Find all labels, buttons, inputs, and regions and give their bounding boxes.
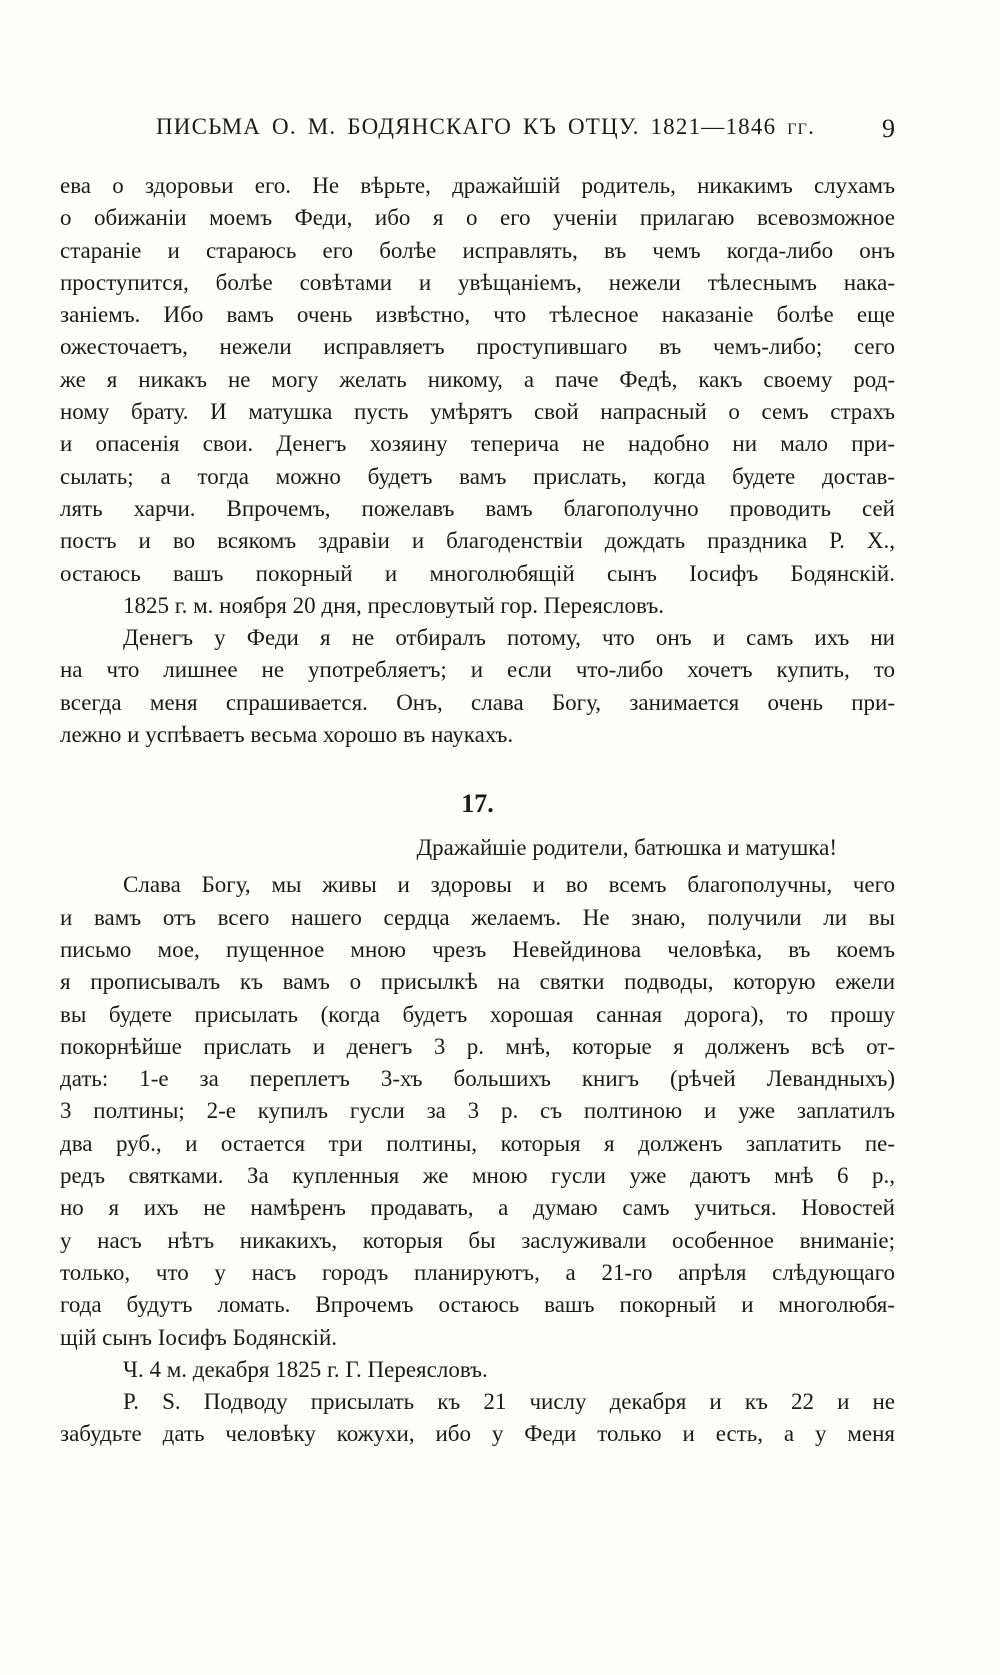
text-line: стараніе и стараюсь его болѣе исправлять, въ чемъ когда-либо онъ	[60, 237, 895, 263]
page-number: 9	[882, 114, 895, 143]
date-line: 1825 г. м. ноября 20 дня, пресловутый гор. Переясловъ.	[123, 592, 664, 618]
text-line: покорнѣйше прислать и денегъ 3 р. мнѣ, которые я долженъ всѣ от-	[60, 1033, 895, 1059]
text-line: дать: 1-е за переплетъ 3-хъ большихъ книгъ (рѣчей Левандныхъ)	[60, 1066, 895, 1092]
text-line: у насъ нѣтъ никакихъ, которыя бы заслуживали особенное вниманіе;	[60, 1227, 895, 1253]
text-line: же я никакъ не могу желать никому, а паче Федѣ, какъ своему род-	[60, 366, 895, 392]
text-line: только, что у насъ городъ планируютъ, а 21-го апрѣля слѣдующаго	[60, 1259, 895, 1285]
text-line: сылать; а тогда можно будетъ вамъ прислать, когда будете достав-	[60, 463, 895, 489]
text-line: года будутъ ломать. Впрочемъ остаюсь вашъ покорный и многолюбя-	[60, 1292, 895, 1318]
text-line: постъ и во всякомъ здравіи и благоденствіи дождать праздника Р. Х.,	[60, 528, 895, 554]
text-line: о обижаніи моемъ Феди, ибо я о его ученіи прилагаю всевозможное	[60, 205, 895, 231]
text-line: щій сынъ Іосифъ Бодянскій.	[60, 1324, 338, 1350]
letter-number: 17.	[461, 789, 494, 819]
text-line: заніемъ. Ибо вамъ очень извѣстно, что тѣлесное наказаніе болѣе еще	[60, 302, 895, 328]
postscript-line: на что лишнее не употребляетъ; и если что-либо хочетъ купить, то	[60, 657, 895, 683]
postscript-line: P. S. Подводу присылать къ 21 числу декабря и къ 22 и не	[123, 1389, 895, 1415]
letter-salutation: Дражайшіе родители, батюшка и матушка!	[416, 835, 837, 861]
text-line: ожесточаетъ, нежели исправляетъ проступившаго въ чемъ-либо; сего	[60, 334, 895, 360]
running-head: ПИСЬМА О. М. БОДЯНСКАГО КЪ ОТЦУ. 1821—1846 гг.	[156, 114, 816, 139]
page-header	[60, 114, 895, 150]
postscript-line: Денегъ у Феди я не отбиралъ потому, что онъ и самъ ихъ ни	[123, 625, 895, 651]
text-line: проступится, болѣе совѣтами и увѣщаніемъ, нежели тѣлеснымъ нака-	[60, 269, 895, 295]
text-line: я прописывалъ къ вамъ о присылкѣ на святки подводы, которую ежели	[60, 969, 895, 995]
postscript-line: забудьте дать человѣку кожухи, ибо у Феди только и есть, а у меня	[60, 1421, 895, 1447]
text-line: письмо мое, пущенное мною чрезъ Невейдинова человѣка, въ коемъ	[60, 936, 895, 962]
text-line: ному брату. И матушка пусть умѣрятъ свой напрасный о семъ страхъ	[60, 399, 895, 425]
page-body	[60, 170, 895, 1451]
text-line: два руб., и остается три полтины, которыя я долженъ заплатить пе-	[60, 1130, 895, 1156]
text-line: вы будете присылать (когда будетъ хорошая санная дорога), то прошу	[60, 1001, 895, 1027]
text-line: 3 полтины; 2-е купилъ гусли за 3 р. съ полтиною и уже заплатилъ	[60, 1098, 895, 1124]
text-line: ева о здоровьи его. Не вѣрьте, дражайшій родитель, никакимъ слухамъ	[60, 173, 895, 198]
date-line: Ч. 4 м. декабря 1825 г. Г. Переясловъ.	[123, 1356, 488, 1382]
text-line: лять харчи. Впрочемъ, пожелавъ вамъ благополучно проводить сей	[60, 495, 895, 521]
text-line: Слава Богу, мы живы и здоровы и во всемъ благополучны, чего	[123, 872, 895, 898]
postscript-line: всегда меня спрашивается. Онъ, слава Богу, занимается очень при-	[60, 689, 895, 715]
text-line: редъ святками. За купленныя же мною гусли уже даютъ мнѣ 6 р.,	[60, 1163, 895, 1189]
text-line: остаюсь вашъ покорный и многолюбящій сынъ Іосифъ Бодянскій.	[60, 560, 895, 586]
postscript-line: лежно и успѣваетъ весьма хорошо въ наукахъ.	[60, 722, 514, 748]
text-line: и опасенія свои. Денегъ хозяину теперича не надобно ни мало при-	[60, 431, 895, 457]
text-line: и вамъ отъ всего нашего сердца желаемъ. Не знаю, получили ли вы	[60, 904, 895, 930]
text-line: но я ихъ не намѣренъ продавать, а думаю самъ учиться. Новостей	[60, 1195, 895, 1221]
